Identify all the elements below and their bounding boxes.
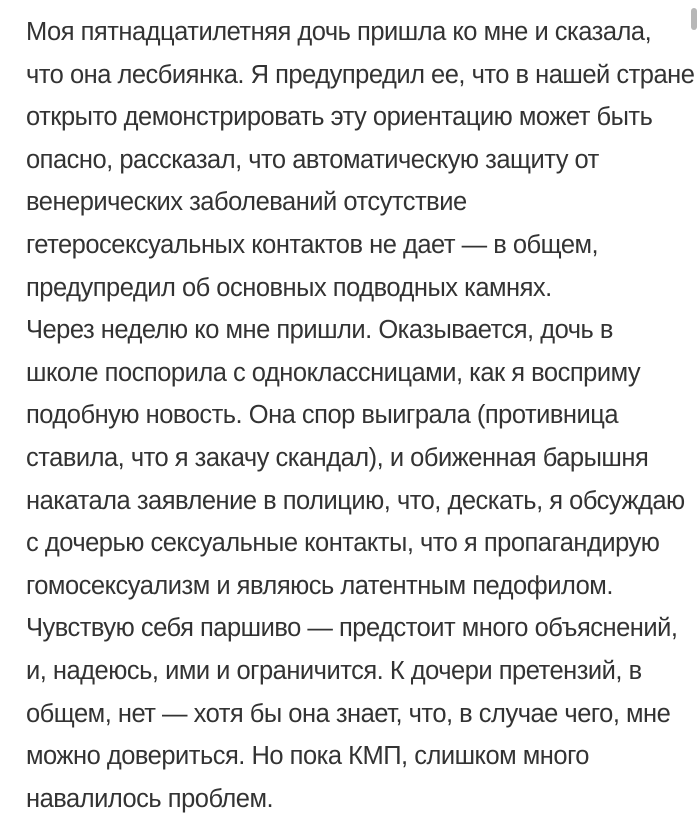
text-line: и, надеюсь, ими и ограничится. К дочери претензий, в	[26, 656, 642, 685]
text-line: ставила, что я закачу скандал), и обиженная барышня	[26, 443, 649, 472]
text-line: открыто демонстрировать эту ориентацию может быть	[26, 103, 653, 132]
text-line: Через неделю ко мне пришли. Оказывается, дочь в	[26, 316, 613, 345]
text-line: с дочерью сексуальные контакты, что я пропагандирую	[26, 529, 660, 558]
text-line: опасно, рассказал, что автоматическую защиту от	[26, 145, 599, 174]
text-line: навалилось проблем.	[26, 784, 274, 813]
scrollbar-thumb[interactable]	[691, 8, 697, 30]
text-line: Моя пятнадцатилетняя дочь пришла ко мне и сказала,	[26, 18, 652, 46]
text-line: Чувствую себя паршиво — предстоит много объяснений,	[26, 614, 678, 643]
article-text	[26, 11, 695, 820]
scrollbar[interactable]	[688, 0, 700, 812]
text-line: гетеросексуальных контактов не дает — в общем,	[26, 230, 599, 259]
text-line: накатала заявление в полицию, что, дескать, я обсуждаю	[26, 486, 685, 515]
text-line: гомосексуализм и являюсь латентным педофилом.	[26, 571, 613, 600]
text-line: что она лесбиянка. Я предупредил ее, что в нашей стране	[26, 60, 695, 89]
text-line: школе поспорила с одноклассницами, как я восприму	[26, 358, 641, 387]
text-line: венерических заболеваний отсутствие	[26, 188, 467, 217]
text-line: можно довериться. Но пока КМП, слишком много	[26, 742, 589, 771]
text-line: подобную новость. Она спор выиграла (противница	[26, 401, 619, 430]
text-line: общем, нет — хотя бы она знает, что, в случае чего, мне	[26, 699, 671, 728]
text-line: предупредил об основных подводных камнях.	[26, 273, 552, 302]
